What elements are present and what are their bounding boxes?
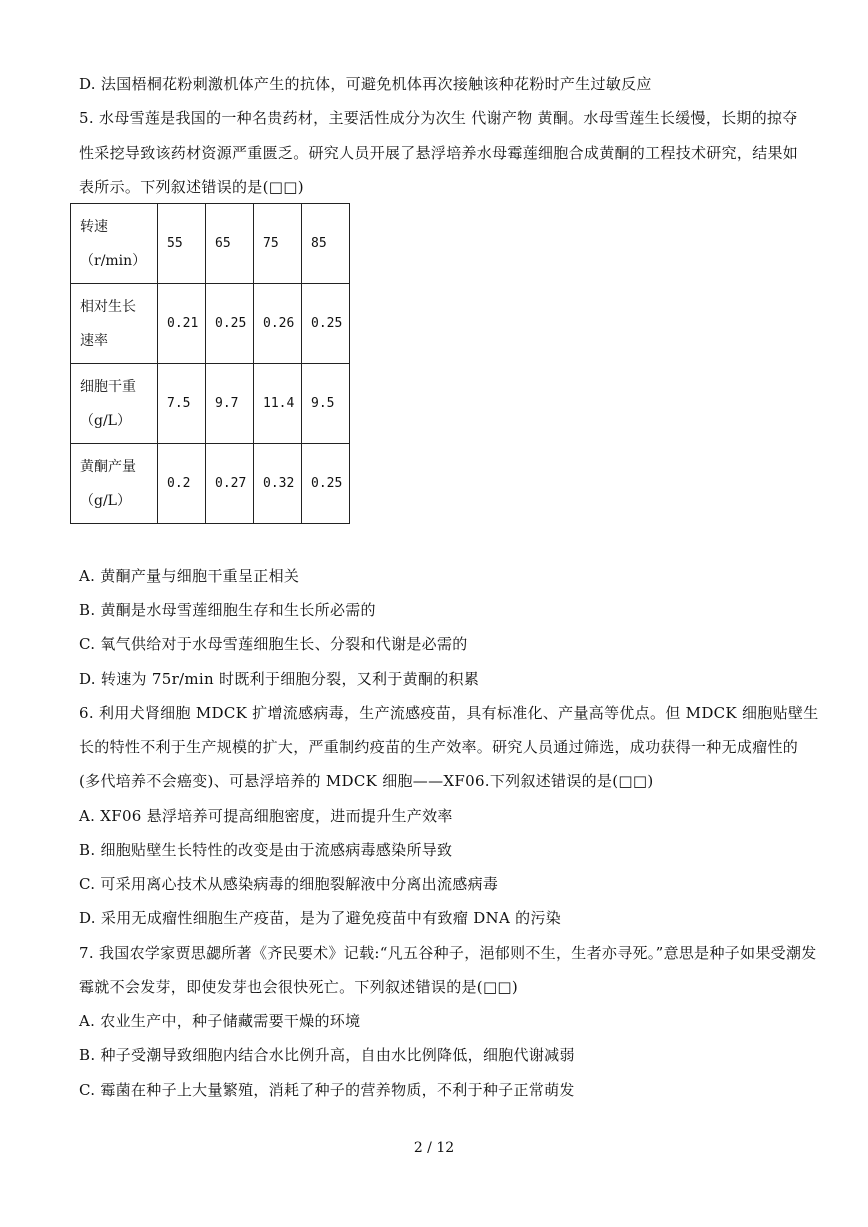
table-row [71,444,350,524]
data-table [70,203,350,524]
row-header-line: （r/min） [80,252,147,269]
text-line: A. 农业生产中，种子储藏需要干燥的环境 [79,1012,361,1030]
text-line: A. XF06 悬浮培养可提高细胞密度，进而提升生产效率 [79,807,453,825]
text-line: D. 法国梧桐花粉刺激机体产生的抗体，可避免机体再次接触该种花粉时产生过敏反应 [79,75,652,93]
row-header [71,204,158,284]
text-line: C. 可采用离心技术从感染病毒的细胞裂解液中分离出流感病毒 [79,875,499,893]
table-row [71,204,350,284]
text-line: D. 采用无成瘤性细胞生产疫苗，是为了避免疫苗中有致瘤 DNA 的污染 [79,909,562,927]
text-line: 性采挖导致该药材资源严重匮乏。研究人员开展了悬浮培养水母霉莲细胞合成黄酮的工程技术研究，结果如 [79,144,799,162]
table-cell: 7.5 [158,364,206,444]
table-cell: 0.21 [158,284,206,364]
table-cell: 55 [158,204,206,284]
table-cell: 75 [254,204,302,284]
text-line: 霉就不会发芽，即使发芽也会很快死亡。下列叙述错误的是(□□) [79,978,519,996]
row-header [71,444,158,524]
text-line: D. 转速为 75r/min 时既利于细胞分裂，又利于黄酮的积累 [79,670,480,688]
row-header-line: 速率 [80,332,108,349]
text-line: 5. 水母雪莲是我国的一种名贵药材，主要活性成分为次生 代谢产物 黄酮。水母雪莲生长缓慢，长期的掠夺 [79,109,798,127]
text-line: 6. 利用犬肾细胞 MDCK 扩增流感病毒，生产流感疫苗，具有标准化、产量高等优点。但 MDCK 细胞贴壁生 [79,704,819,722]
row-header [71,364,158,444]
row-header-line: 黄酮产量 [80,458,136,475]
row-header [71,284,158,364]
text-line: 表所示。下列叙述错误的是(□□) [79,178,304,196]
table-row [71,284,350,364]
table-cell: 11.4 [254,364,302,444]
text-line: B. 种子受潮导致细胞内结合水比例升高，自由水比例降低，细胞代谢减弱 [79,1046,575,1064]
text-line: (多代培养不会癌变)、可悬浮培养的 MDCK 细胞——XF06.下列叙述错误的是(□□) [79,772,654,790]
text-line: A. 黄酮产量与细胞干重呈正相关 [79,567,300,585]
text-line: 长的特性不利于生产规模的扩大，严重制约疫苗的生产效率。研究人员通过筛选，成功获得一种无成瘤性的 [79,738,799,756]
table-cell: 0.26 [254,284,302,364]
table-cell: 0.25 [302,444,350,524]
table-cell: 65 [206,204,254,284]
table-cell: 0.27 [206,444,254,524]
text-line: B. 细胞贴壁生长特性的改变是由于流感病毒感染所导致 [79,841,453,859]
table-cell: 9.5 [302,364,350,444]
table-cell: 85 [302,204,350,284]
row-header-line: （g/L） [80,412,131,429]
row-header-line: （g/L） [80,492,131,509]
table-cell: 0.25 [302,284,350,364]
table-cell: 9.7 [206,364,254,444]
table-cell: 0.25 [206,284,254,364]
text-line: C. 霉菌在种子上大量繁殖，消耗了种子的营养物质，不利于种子正常萌发 [79,1081,575,1099]
text-line: C. 氧气供给对于水母雪莲细胞生长、分裂和代谢是必需的 [79,635,468,653]
row-header-line: 细胞干重 [80,378,136,395]
table-row [71,364,350,444]
text-line: 7. 我国农学家贾思勰所著《齐民要术》记载:“凡五谷种子，浥郁则不生，生者亦寻死。”意思是种子如果受潮发 [79,944,817,962]
row-header-line: 相对生长 [80,298,136,315]
row-header-line: 转速 [80,218,108,235]
table-cell: 0.2 [158,444,206,524]
table-cell: 0.32 [254,444,302,524]
text-line: B. 黄酮是水母雪莲细胞生存和生长所必需的 [79,601,376,619]
page-number: 2 / 12 [413,1140,455,1156]
